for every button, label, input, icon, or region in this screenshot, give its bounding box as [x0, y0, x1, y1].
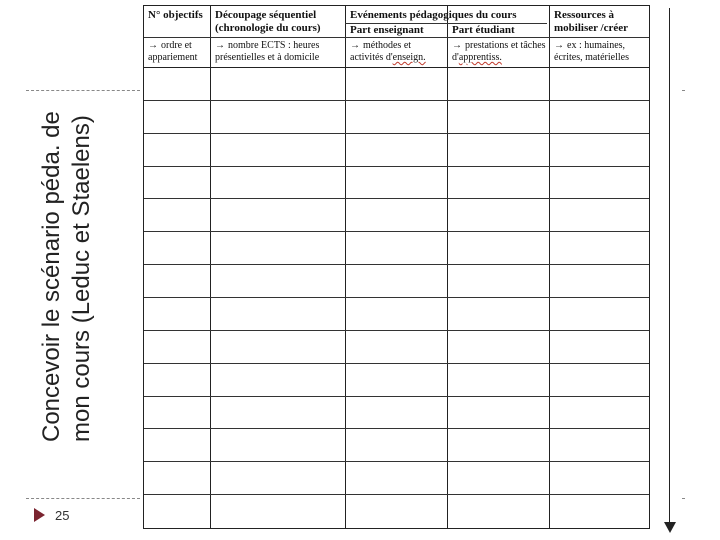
table-row-divider: [144, 297, 649, 298]
column-divider: [447, 6, 448, 528]
table-row-divider: [144, 330, 649, 331]
subheader-teacher: → méthodes et activités d'enseign.: [350, 40, 426, 63]
header-resources: Ressources à mobiliser /créer: [554, 9, 629, 34]
arrow-right-icon: →: [350, 40, 360, 51]
table-row-divider: [144, 461, 649, 462]
slide-title: [22, 70, 112, 442]
top-divider-end: [682, 90, 685, 91]
table-row-divider: [144, 100, 649, 101]
page-number: 25: [55, 507, 70, 523]
table-row-divider: [144, 133, 649, 134]
arrow-down-icon: [664, 522, 676, 533]
arrow-right-icon: →: [554, 40, 564, 51]
column-divider: [549, 6, 550, 528]
slide-title-line-2: mon cours (Leduc et Staelens): [68, 115, 95, 442]
play-triangle-icon: [34, 508, 45, 522]
subheader-objectives: → ordre et appariement: [148, 40, 198, 63]
header-events-group: Evénements pédagogiques du cours: [350, 9, 517, 21]
subheader-sequencing: → nombre ECTS : heures présentielles et à domicile: [215, 40, 320, 63]
timeline-arrow: [669, 8, 670, 526]
table-row-divider: [144, 396, 649, 397]
table-row-divider: [144, 231, 649, 232]
table-row-divider: [144, 198, 649, 199]
bottom-divider: [26, 498, 140, 499]
column-divider: [345, 6, 346, 528]
arrow-right-icon: →: [215, 40, 225, 51]
header-divider: [144, 37, 649, 38]
header-teacher-part: Part enseignant: [350, 24, 424, 36]
table-row-divider: [144, 264, 649, 265]
arrow-right-icon: →: [452, 40, 462, 51]
table-row-divider: [144, 166, 649, 167]
table-row-divider: [144, 428, 649, 429]
arrow-right-icon: →: [148, 40, 158, 51]
scenario-table: [143, 5, 650, 529]
table-row-divider: [144, 494, 649, 495]
subheader-divider: [144, 67, 649, 68]
slide-title-line-1: Concevoir le scénario péda. de: [38, 111, 65, 442]
subheader-student: → prestations et tâches d'apprentiss.: [452, 40, 546, 63]
column-divider: [210, 6, 211, 528]
footer: [34, 507, 69, 523]
table-row-divider: [144, 363, 649, 364]
header-student-part: Part étudiant: [452, 24, 515, 36]
top-divider: [26, 90, 140, 91]
header-sequencing: Découpage séquentiel (chronologie du cours): [215, 9, 321, 34]
bottom-divider-end: [682, 498, 685, 499]
subheader-resources: → ex : humaines, écrites, matérielles: [554, 40, 629, 63]
header-objectives: N° objectifs: [148, 9, 203, 21]
